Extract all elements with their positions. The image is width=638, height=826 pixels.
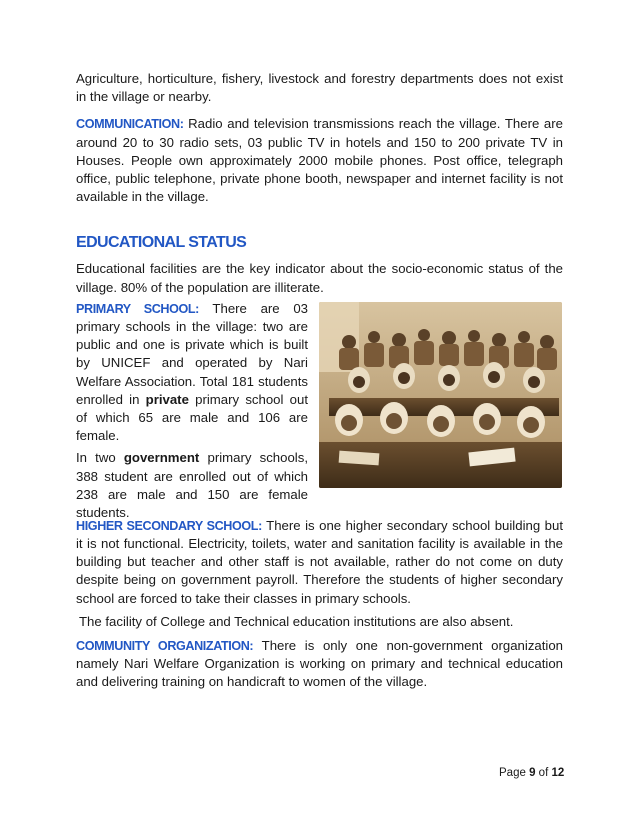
primary-school-section [76, 300, 563, 521]
page-content [76, 70, 563, 692]
government-text-2: primary schools, 388 student are enrolled out of which 238 are male and 150 are female students. [76, 450, 308, 521]
higher-secondary-paragraph [76, 517, 563, 608]
higher-secondary-heading: HIGHER SECONDARY SCHOOL: [76, 518, 262, 533]
classroom-photo [319, 302, 562, 488]
primary-school-text-1: There are 03 primary schools in the village: two are public and one is private which is built by UNICEF and operated by Nari Welfare Association. Total 181 students enrolled in [76, 300, 308, 407]
community-heading: COMMUNITY ORGANIZATION: [76, 639, 254, 654]
higher-secondary-text: There is one higher secondary school building but it is not functional. Electricity, toilets, water and sanitation facility is available in the building but teacher and other staff is not available, rather do not come on duty despite being on government payroll. Therefore the students of higher secondary school are forced to take their classes in primary schools. [76, 517, 563, 606]
private-emphasis: private [145, 391, 189, 407]
community-text: There is only one non-government organization namely Nari Welfare Organization is working on primary and technical education and delivering training on handicraft to women of the village. [76, 638, 564, 690]
intro-text: Agriculture, horticulture, fishery, livestock and forestry departments does not exist in the village or nearby. [76, 71, 563, 105]
government-text-1: In two [76, 450, 124, 466]
communication-paragraph [76, 115, 563, 206]
communication-text: Radio and television transmissions reach the village. There are around 20 to 30 radio sets, 03 public TV in hotels and 150 to 200 private TV in Houses. People own approximately 2000 mobile phones. Post office, telegraph office, public telephone, private phone booth, newspaper and internet facility is not available in the village. [76, 116, 563, 205]
community-paragraph [76, 637, 563, 692]
government-schools-paragraph [76, 449, 308, 522]
primary-school-text-column [76, 300, 308, 522]
footer-of-word: of [538, 767, 549, 779]
footer-total-pages: 12 [551, 767, 565, 779]
intro-paragraph [76, 70, 563, 106]
footer-page-word: Page [499, 767, 526, 779]
college-paragraph [76, 613, 563, 631]
educational-status-text: Educational facilities are the key indicator about the socio-economic status of the village. 80% of the population are illiterate. [76, 261, 563, 295]
government-emphasis: government [123, 450, 200, 466]
communication-heading: COMMUNICATION: [76, 117, 184, 132]
educational-status-paragraph [76, 260, 563, 296]
primary-school-paragraph [76, 300, 308, 446]
primary-school-text-2: primary school out of which 65 are male and 106 are female. [76, 391, 309, 444]
educational-status-title: EDUCATIONAL STATUS [76, 234, 247, 252]
college-text: The facility of College and Technical education institutions are also absent. [79, 613, 514, 629]
classroom-photo-illustration [319, 302, 562, 488]
primary-school-heading: PRIMARY SCHOOL: [76, 301, 199, 316]
footer-page-number: 9 [529, 767, 536, 779]
page-footer [499, 767, 564, 779]
